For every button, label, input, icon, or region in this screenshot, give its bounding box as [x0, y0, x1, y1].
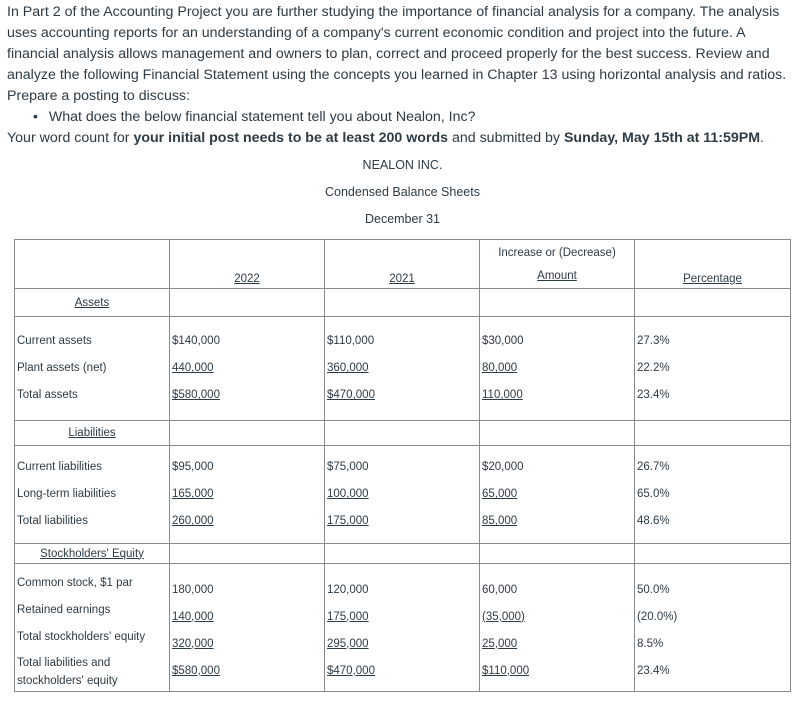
- header-2021: 2021: [325, 240, 480, 289]
- section-row-assets: [15, 289, 791, 317]
- equity-2022: 180,000 140,000 320,000 $580,000: [170, 564, 325, 692]
- assets-labels: Current assets Plant assets (net) Total assets: [15, 317, 170, 421]
- statement-date: December 31: [364, 212, 441, 226]
- prepare-line: Prepare a posting to discuss:: [7, 88, 190, 104]
- equity-block: [15, 564, 791, 692]
- header-change: Increase or (Decrease) Amount: [480, 240, 635, 289]
- liabilities-pct: 26.7% 65.0% 48.6%: [635, 446, 791, 544]
- word-count-requirement: your initial post needs to be at least 200 words: [133, 130, 449, 146]
- section-liabilities: Liabilities: [15, 421, 170, 446]
- assets-pct: 27.3% 22.2% 23.4%: [635, 317, 791, 421]
- equity-labels: Common stock, $1 par Retained earnings Total stockholders' equity Total liabilities and stockholders' equity: [15, 564, 170, 692]
- section-row-equity: [15, 544, 791, 564]
- statement-title: Condensed Balance Sheets: [325, 185, 480, 199]
- header-percentage: Percentage: [635, 240, 791, 289]
- liabilities-block: [15, 446, 791, 544]
- section-assets: Assets: [15, 289, 170, 317]
- header-row: [15, 240, 791, 289]
- word-count-line: [7, 128, 799, 149]
- assets-2021: $110,000 360,000 $470,000: [325, 317, 480, 421]
- liabilities-2021: $75,000 100,000 175,000: [325, 446, 480, 544]
- section-equity: Stockholders' Equity: [15, 544, 170, 564]
- section-row-liabilities: [15, 421, 791, 446]
- word-count-pre: Your word count for: [7, 130, 134, 146]
- equity-pct: 50.0% (20.0%) 8.5% 23.4%: [635, 564, 791, 692]
- assets-amount: $30,000 80,000 110,000: [480, 317, 635, 421]
- header-2022: 2022: [170, 240, 325, 289]
- liabilities-2022: $95,000 165,000 260,000: [170, 446, 325, 544]
- header-empty: [15, 240, 170, 289]
- intro-paragraph: In Part 2 of the Accounting Project you are further studying the importance of financial analysis for a company. The analysis uses accounting reports for an understanding of a company's current economic condition and project into the future. A financial analysis allows management and owners to plan, correct and proceed properly for the best success. Review and analyze the following Financial Statement using the concepts you learned in Chapter 13 using horizontal analysis and ratios.: [7, 4, 787, 83]
- equity-amount: 60,000 (35,000) 25,000 $110,000: [480, 564, 635, 692]
- company-name: NEALON INC.: [362, 158, 443, 172]
- due-date: Sunday, May 15th at 11:59PM: [563, 130, 761, 146]
- liabilities-amount: $20,000 65,000 85,000: [480, 446, 635, 544]
- bullet-icon: •: [33, 109, 38, 125]
- word-count-end: .: [760, 130, 764, 146]
- balance-sheet-table: [14, 239, 791, 692]
- liabilities-labels: Current liabilities Long-term liabilities Total liabilities: [15, 446, 170, 544]
- assets-2022: $140,000 440,000 $580,000: [170, 317, 325, 421]
- equity-2021: 120,000 175,000 295,000 $470,000: [325, 564, 480, 692]
- bullet-item: [7, 107, 799, 128]
- instructions: [7, 2, 799, 149]
- word-count-mid: and submitted by: [448, 130, 564, 146]
- assets-block: [15, 317, 791, 421]
- bullet-text: What does the below financial statement tell you about Nealon, Inc?: [48, 109, 476, 125]
